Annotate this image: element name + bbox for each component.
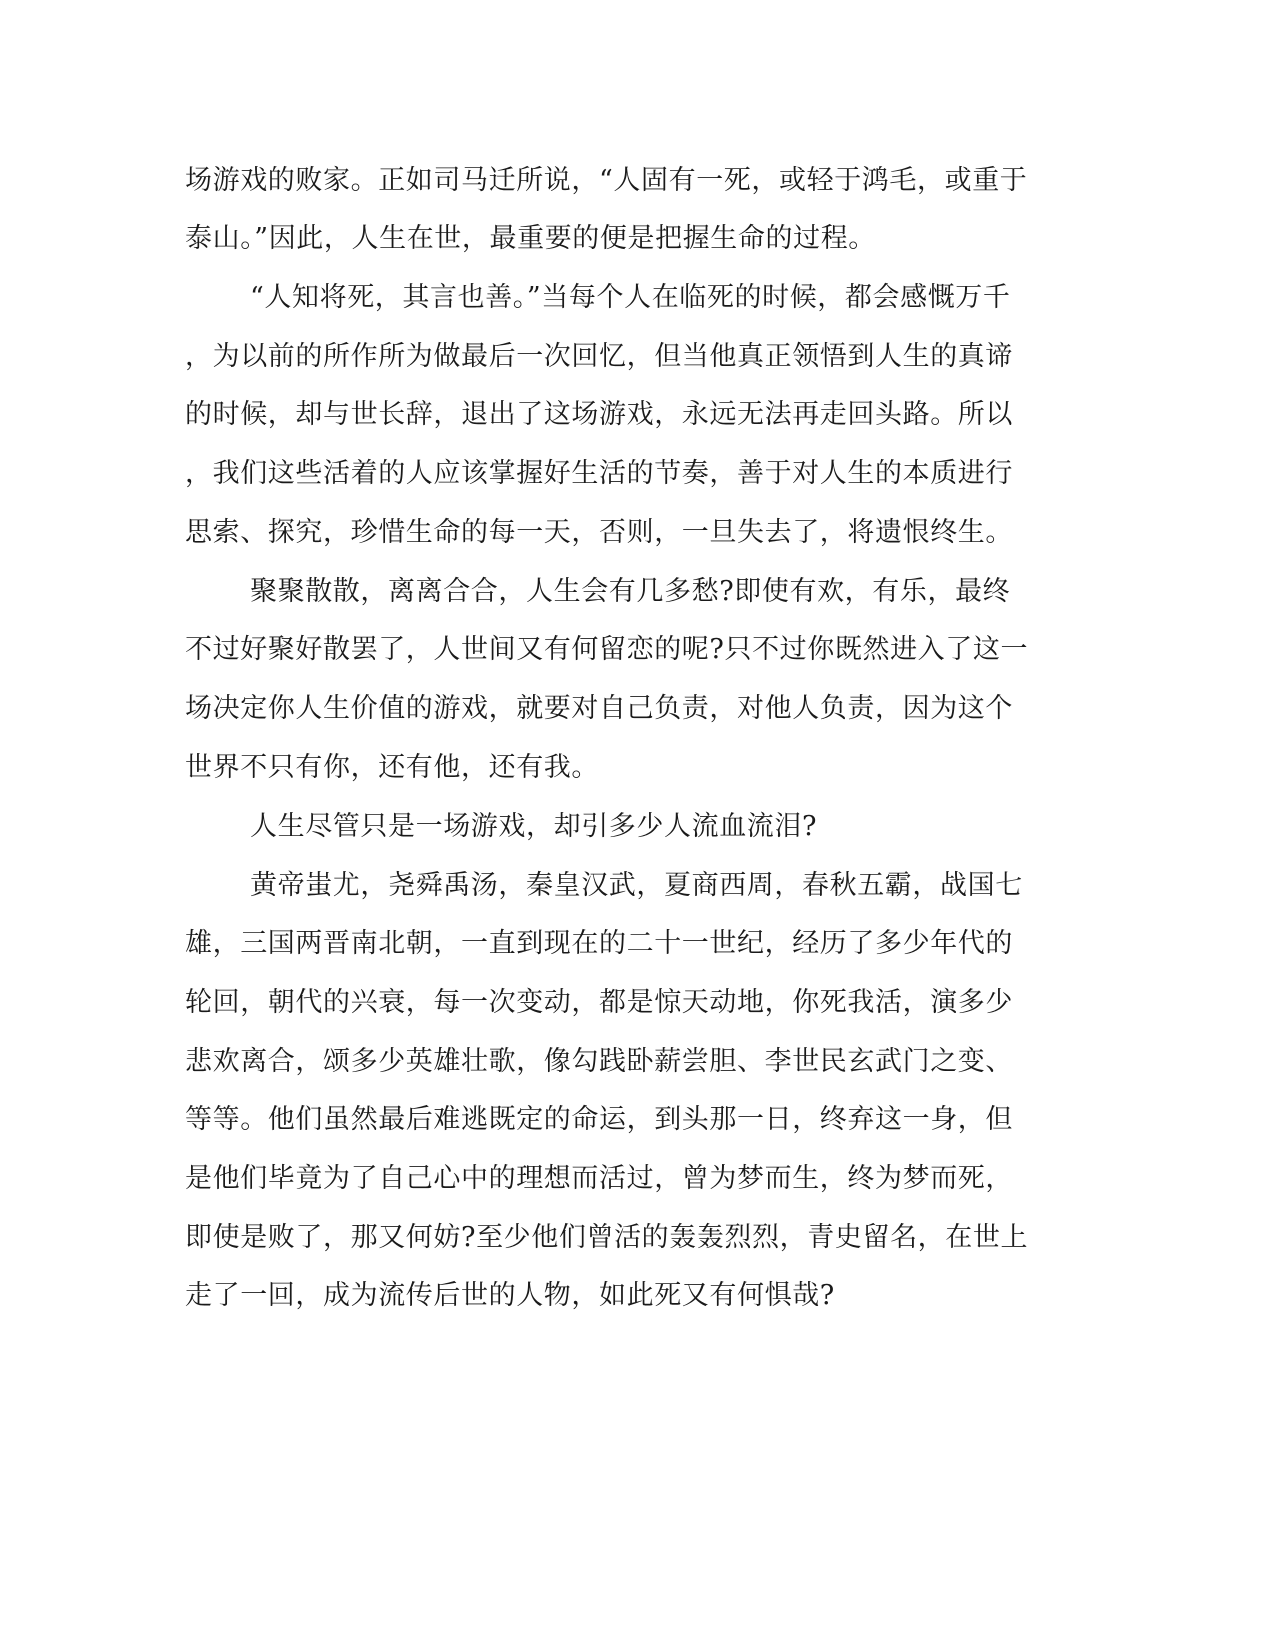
text-line: 轮回，朝代的兴衰，每一次变动，都是惊天动地，你死我活，演多少 [185, 987, 1013, 1018]
text-line: 场游戏的败家。正如司马迁所说，“人固有一死，或轻于鸿毛，或重于 [185, 165, 1028, 196]
text-line: 是他们毕竟为了自己心中的理想而活过，曾为梦而生，终为梦而死， [185, 1163, 1013, 1194]
paragraph-start-line: 聚聚散散，离离合合，人生会有几多愁?即使有欢，有乐，最终 [250, 576, 1011, 607]
text-line: 雄，三国两晋南北朝，一直到现在的二十一世纪，经历了多少年代的 [185, 928, 1013, 959]
text-line: 悲欢离合，颂多少英雄壮歌，像勾践卧薪尝胆、李世民玄武门之变、 [185, 1046, 1013, 1077]
paragraph-start-line: 黄帝蚩尤，尧舜禹汤，秦皇汉武，夏商西周，春秋五霸，战国七 [250, 870, 1023, 901]
text-line: 场决定你人生价值的游戏，就要对自己负责，对他人负责，因为这个 [185, 693, 1013, 724]
text-line: 思索、探究，珍惜生命的每一天，否则，一旦失去了，将遗恨终生。 [185, 517, 1013, 548]
paragraph-start-line: “人知将死，其言也善。”当每个人在临死的时候，都会感慨万千 [250, 282, 1011, 313]
paragraph-start-line: 人生尽管只是一场游戏，却引多少人流血流泪? [250, 811, 818, 842]
text-line: 等等。他们虽然最后难逃既定的命运，到头那一日，终弃这一身，但 [185, 1104, 1013, 1135]
text-line: 即使是败了，那又何妨?至少他们曾活的轰轰烈烈，青史留名，在世上 [185, 1222, 1029, 1253]
text-line: ，为以前的所作所为做最后一次回忆，但当他真正领悟到人生的真谛 [185, 341, 1013, 372]
text-line: 世界不只有你，还有他，还有我。 [185, 752, 599, 783]
text-line: 不过好聚好散罢了，人世间又有何留恋的呢?只不过你既然进入了这一 [185, 634, 1029, 665]
text-line: ，我们这些活着的人应该掌握好生活的节奏，善于对人生的本质进行 [185, 458, 1013, 489]
text-line: 走了一回，成为流传后世的人物，如此死又有何惧哉? [185, 1280, 835, 1311]
text-line: 的时候，却与世长辞，退出了这场游戏，永远无法再走回头路。所以 [185, 399, 1013, 430]
text-line: 泰山。”因此，人生在世，最重要的便是把握生命的过程。 [185, 223, 876, 254]
